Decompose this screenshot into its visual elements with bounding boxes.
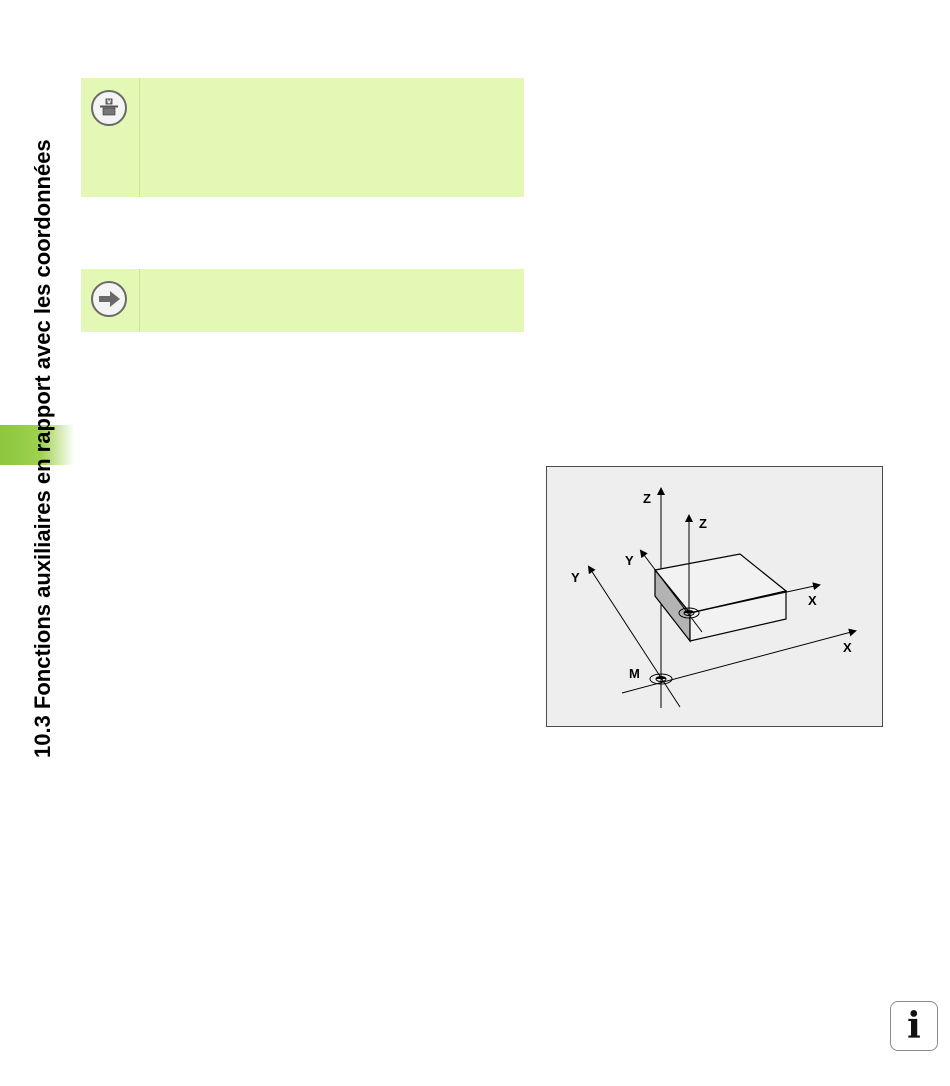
svg-text:V: V xyxy=(107,99,111,106)
tip-note-box xyxy=(81,269,524,332)
info-button[interactable] xyxy=(890,1001,938,1051)
workpiece-y-label: Y xyxy=(625,553,634,568)
machine-icon xyxy=(91,90,127,126)
machine-y-label: Y xyxy=(571,570,580,585)
machine-note-box xyxy=(81,78,524,197)
workpiece-x-label: X xyxy=(808,593,817,608)
note-icon-column xyxy=(81,78,140,197)
section-title: 10.3 Fonctions auxiliaires en rapport avec les coordonnées xyxy=(30,139,55,758)
machine-z-label: Z xyxy=(643,491,651,506)
note-icon-column xyxy=(81,269,140,332)
arrow-right-icon xyxy=(91,281,127,317)
machine-origin-label: M xyxy=(629,666,640,681)
coordinate-diagram xyxy=(547,467,884,728)
workpiece-z-label: Z xyxy=(699,516,707,531)
machine-x-label: X xyxy=(843,640,852,655)
coordinate-system-figure xyxy=(546,466,883,727)
info-icon: i xyxy=(907,1005,921,1047)
